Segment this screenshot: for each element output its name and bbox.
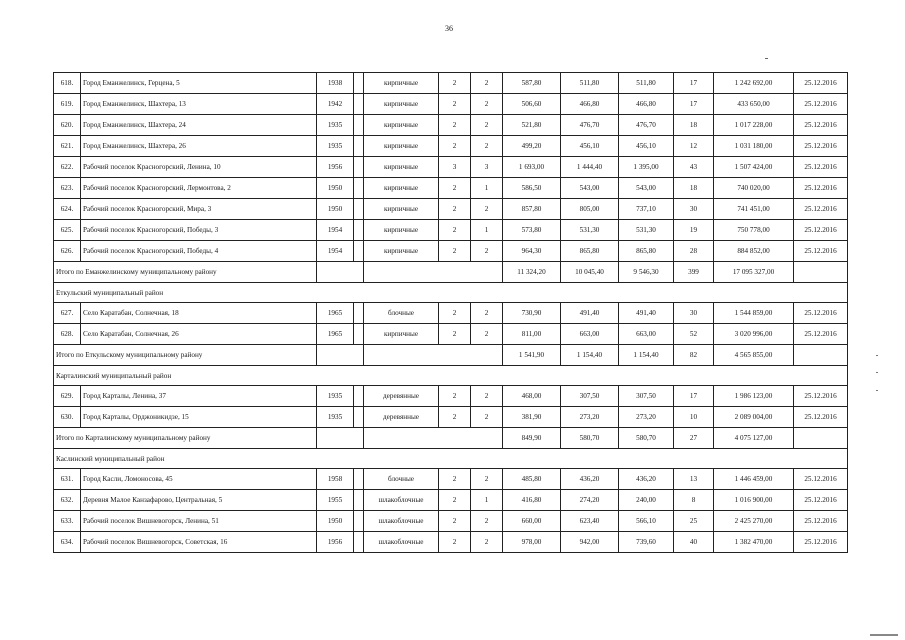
cell-area-b: 531,30: [561, 220, 619, 241]
cell-entrances: 2: [471, 511, 503, 532]
cell-address: Рабочий поселок Красногорский, Лермонтова, 2: [81, 178, 317, 199]
cell-year: 1938: [317, 73, 354, 94]
cell-material: кирпичные: [364, 94, 439, 115]
cell-entrances: 2: [471, 115, 503, 136]
cell-entrances: 2: [471, 136, 503, 157]
cell-empty: [794, 345, 848, 366]
cell-material: блочные: [364, 303, 439, 324]
cell-material: кирпичные: [364, 157, 439, 178]
table-row: [54, 199, 848, 220]
cell-empty: [317, 262, 364, 283]
cell-material: кирпичные: [364, 241, 439, 262]
cell-entrances: 2: [471, 73, 503, 94]
cell-address: Рабочий поселок Красногорский, Ленина, 10: [81, 157, 317, 178]
scan-mark: [765, 58, 768, 59]
cell-no: 621.: [54, 136, 81, 157]
cell-cost: 2 089 004,00: [714, 407, 794, 428]
cell-cost: 1 016 900,00: [714, 490, 794, 511]
cell-area-total: 1 693,00: [503, 157, 561, 178]
table-row: [54, 511, 848, 532]
cell-address: Город Еманжелинск, Шахтера, 26: [81, 136, 317, 157]
cell-no: 627.: [54, 303, 81, 324]
cell-residents: 8: [674, 490, 714, 511]
cell-address: Город Карталы, Ленина, 37: [81, 386, 317, 407]
total-label: Итого по Еманжелинскому муниципальному району: [54, 262, 317, 283]
cell-entrances: 1: [471, 490, 503, 511]
cell-address: Рабочий поселок Красногорский, Победы, 4: [81, 241, 317, 262]
cell-no: 623.: [54, 178, 81, 199]
section-row: [54, 449, 848, 469]
total-area-b: 1 154,40: [561, 345, 619, 366]
cell-area-b: 491,40: [561, 303, 619, 324]
cell-no: 618.: [54, 73, 81, 94]
cell-empty: [364, 262, 503, 283]
cell-material: кирпичные: [364, 199, 439, 220]
cell-residents: 18: [674, 115, 714, 136]
cell-residents: 28: [674, 241, 714, 262]
cell-material: деревянные: [364, 386, 439, 407]
cell-empty: [354, 199, 364, 220]
cell-cost: 1 242 692,00: [714, 73, 794, 94]
cell-year: 1935: [317, 115, 354, 136]
cell-entrances: 1: [471, 220, 503, 241]
cell-empty: [354, 241, 364, 262]
cell-year: 1942: [317, 94, 354, 115]
cell-address: Рабочий поселок Красногорский, Мира, 3: [81, 199, 317, 220]
margin-mark: [876, 390, 878, 391]
cell-area-c: 491,40: [619, 303, 674, 324]
total-area-total: 11 324,20: [503, 262, 561, 283]
cell-area-total: 587,80: [503, 73, 561, 94]
cell-material: кирпичные: [364, 324, 439, 345]
cell-date: 25.12.2016: [794, 199, 848, 220]
cell-material: шлакоблочные: [364, 532, 439, 553]
cell-residents: 19: [674, 220, 714, 241]
cell-year: 1955: [317, 490, 354, 511]
cell-area-b: 466,80: [561, 94, 619, 115]
cell-no: 620.: [54, 115, 81, 136]
cell-year: 1935: [317, 386, 354, 407]
total-cost: 4 075 127,00: [714, 428, 794, 449]
total-residents: 27: [674, 428, 714, 449]
cell-no: 630.: [54, 407, 81, 428]
cell-cost: 741 451,00: [714, 199, 794, 220]
cell-area-b: 663,00: [561, 324, 619, 345]
cell-cost: 3 020 996,00: [714, 324, 794, 345]
cell-cost: 433 650,00: [714, 94, 794, 115]
cell-cost: 1 017 228,00: [714, 115, 794, 136]
cell-area-c: 737,10: [619, 199, 674, 220]
cell-date: 25.12.2016: [794, 241, 848, 262]
cell-area-c: 240,00: [619, 490, 674, 511]
table-row: [54, 73, 848, 94]
table-body: [54, 73, 848, 553]
cell-area-b: 865,80: [561, 241, 619, 262]
cell-area-total: 978,00: [503, 532, 561, 553]
cell-address: Город Еманжелинск, Герцена, 5: [81, 73, 317, 94]
cell-area-b: 456,10: [561, 136, 619, 157]
cell-area-total: 811,00: [503, 324, 561, 345]
cell-area-b: 436,20: [561, 469, 619, 490]
cell-empty: [354, 220, 364, 241]
cell-cost: 2 425 270,00: [714, 511, 794, 532]
cell-address: Рабочий поселок Красногорский, Победы, 3: [81, 220, 317, 241]
cell-residents: 30: [674, 199, 714, 220]
cell-cost: 740 020,00: [714, 178, 794, 199]
cell-floors: 2: [439, 511, 471, 532]
cell-material: кирпичные: [364, 136, 439, 157]
cell-address: Село Каратабан, Солнечная, 26: [81, 324, 317, 345]
cell-area-c: 663,00: [619, 324, 674, 345]
table-row: [54, 115, 848, 136]
cell-floors: 2: [439, 532, 471, 553]
cell-empty: [354, 511, 364, 532]
cell-no: 628.: [54, 324, 81, 345]
cell-date: 25.12.2016: [794, 94, 848, 115]
cell-empty: [354, 115, 364, 136]
cell-area-b: 307,50: [561, 386, 619, 407]
table-row: [54, 386, 848, 407]
total-cost: 4 565 855,00: [714, 345, 794, 366]
section-label: Карталинский муниципальный район: [54, 366, 848, 386]
cell-area-total: 506,60: [503, 94, 561, 115]
cell-entrances: 1: [471, 178, 503, 199]
table-row: [54, 490, 848, 511]
table-row: [54, 532, 848, 553]
cell-floors: 2: [439, 199, 471, 220]
cell-cost: 884 852,00: [714, 241, 794, 262]
cell-cost: 1 544 859,00: [714, 303, 794, 324]
total-area-b: 580,70: [561, 428, 619, 449]
cell-entrances: 2: [471, 386, 503, 407]
cell-empty: [354, 490, 364, 511]
cell-address: Город Касли, Ломоносова, 45: [81, 469, 317, 490]
cell-cost: 750 778,00: [714, 220, 794, 241]
cell-address: Деревня Малое Канзафарово, Центральная, 5: [81, 490, 317, 511]
cell-floors: 2: [439, 303, 471, 324]
cell-no: 625.: [54, 220, 81, 241]
cell-no: 632.: [54, 490, 81, 511]
cell-area-b: 273,20: [561, 407, 619, 428]
cell-entrances: 2: [471, 94, 503, 115]
cell-empty: [354, 178, 364, 199]
cell-empty: [354, 407, 364, 428]
cell-area-b: 1 444,40: [561, 157, 619, 178]
cell-area-c: 739,60: [619, 532, 674, 553]
cell-no: 629.: [54, 386, 81, 407]
table-row: [54, 94, 848, 115]
cell-residents: 17: [674, 386, 714, 407]
cell-empty: [354, 157, 364, 178]
total-label: Итого по Карталинскому муниципальному району: [54, 428, 317, 449]
table-row: [54, 157, 848, 178]
cell-cost: 1 986 123,00: [714, 386, 794, 407]
cell-area-c: 456,10: [619, 136, 674, 157]
page-number: 36: [445, 24, 453, 33]
cell-date: 25.12.2016: [794, 157, 848, 178]
cell-residents: 43: [674, 157, 714, 178]
cell-year: 1950: [317, 199, 354, 220]
cell-area-b: 805,00: [561, 199, 619, 220]
margin-mark: [876, 355, 878, 356]
cell-entrances: 2: [471, 324, 503, 345]
cell-address: Село Каратабан, Солнечная, 18: [81, 303, 317, 324]
cell-empty: [364, 428, 503, 449]
cell-floors: 2: [439, 220, 471, 241]
scan-mark: [870, 634, 898, 636]
cell-floors: 2: [439, 94, 471, 115]
cell-no: 631.: [54, 469, 81, 490]
cell-entrances: 2: [471, 469, 503, 490]
cell-area-c: 511,80: [619, 73, 674, 94]
total-cost: 17 095 327,00: [714, 262, 794, 283]
cell-material: кирпичные: [364, 178, 439, 199]
cell-empty: [794, 428, 848, 449]
cell-year: 1935: [317, 136, 354, 157]
cell-date: 25.12.2016: [794, 115, 848, 136]
cell-area-c: 531,30: [619, 220, 674, 241]
cell-material: блочные: [364, 469, 439, 490]
cell-floors: 2: [439, 324, 471, 345]
cell-no: 622.: [54, 157, 81, 178]
cell-residents: 40: [674, 532, 714, 553]
total-area-c: 1 154,40: [619, 345, 674, 366]
cell-date: 25.12.2016: [794, 511, 848, 532]
cell-address: Город Еманжелинск, Шахтера, 24: [81, 115, 317, 136]
cell-material: деревянные: [364, 407, 439, 428]
cell-date: 25.12.2016: [794, 532, 848, 553]
section-row: [54, 283, 848, 303]
cell-area-c: 566,10: [619, 511, 674, 532]
cell-date: 25.12.2016: [794, 324, 848, 345]
cell-area-c: 273,20: [619, 407, 674, 428]
cell-year: 1958: [317, 469, 354, 490]
cell-address: Город Еманжелинск, Шахтера, 13: [81, 94, 317, 115]
cell-residents: 17: [674, 94, 714, 115]
cell-address: Рабочий поселок Вишневогорск, Советская, 16: [81, 532, 317, 553]
table-row: [54, 136, 848, 157]
cell-year: 1954: [317, 241, 354, 262]
housing-register-table: [53, 72, 848, 553]
cell-entrances: 2: [471, 532, 503, 553]
cell-empty: [354, 324, 364, 345]
cell-year: 1965: [317, 324, 354, 345]
cell-material: кирпичные: [364, 115, 439, 136]
cell-date: 25.12.2016: [794, 407, 848, 428]
cell-year: 1956: [317, 532, 354, 553]
cell-address: Город Карталы, Орджоникидзе, 15: [81, 407, 317, 428]
cell-area-b: 623,40: [561, 511, 619, 532]
cell-area-c: 543,00: [619, 178, 674, 199]
total-residents: 399: [674, 262, 714, 283]
cell-empty: [317, 345, 364, 366]
cell-area-total: 485,80: [503, 469, 561, 490]
cell-cost: 1 446 459,00: [714, 469, 794, 490]
cell-area-total: 573,80: [503, 220, 561, 241]
total-label: Итого по Еткульскому муниципальному району: [54, 345, 317, 366]
cell-date: 25.12.2016: [794, 490, 848, 511]
total-row: [54, 428, 848, 449]
cell-material: шлакоблочные: [364, 511, 439, 532]
cell-area-b: 543,00: [561, 178, 619, 199]
total-row: [54, 345, 848, 366]
cell-empty: [317, 428, 364, 449]
cell-empty: [354, 469, 364, 490]
total-area-c: 580,70: [619, 428, 674, 449]
cell-empty: [354, 136, 364, 157]
cell-area-total: 730,90: [503, 303, 561, 324]
cell-date: 25.12.2016: [794, 220, 848, 241]
cell-floors: 2: [439, 469, 471, 490]
cell-year: 1965: [317, 303, 354, 324]
cell-no: 626.: [54, 241, 81, 262]
cell-area-c: 466,80: [619, 94, 674, 115]
cell-empty: [354, 73, 364, 94]
cell-entrances: 2: [471, 199, 503, 220]
cell-area-b: 942,00: [561, 532, 619, 553]
cell-residents: 52: [674, 324, 714, 345]
cell-year: 1954: [317, 220, 354, 241]
cell-empty: [364, 345, 503, 366]
cell-material: кирпичные: [364, 220, 439, 241]
cell-year: 1935: [317, 407, 354, 428]
margin-mark: [876, 372, 878, 373]
cell-material: кирпичные: [364, 73, 439, 94]
cell-area-total: 857,80: [503, 199, 561, 220]
cell-date: 25.12.2016: [794, 469, 848, 490]
cell-address: Рабочий поселок Вишневогорск, Ленина, 51: [81, 511, 317, 532]
cell-empty: [354, 386, 364, 407]
cell-date: 25.12.2016: [794, 136, 848, 157]
cell-floors: 3: [439, 157, 471, 178]
cell-residents: 17: [674, 73, 714, 94]
cell-area-total: 499,20: [503, 136, 561, 157]
cell-no: 619.: [54, 94, 81, 115]
cell-date: 25.12.2016: [794, 178, 848, 199]
cell-area-c: 436,20: [619, 469, 674, 490]
cell-material: шлакоблочные: [364, 490, 439, 511]
cell-floors: 2: [439, 115, 471, 136]
cell-area-total: 416,80: [503, 490, 561, 511]
cell-floors: 2: [439, 136, 471, 157]
cell-area-total: 468,00: [503, 386, 561, 407]
cell-residents: 30: [674, 303, 714, 324]
total-area-total: 849,90: [503, 428, 561, 449]
cell-residents: 10: [674, 407, 714, 428]
cell-area-c: 476,70: [619, 115, 674, 136]
cell-floors: 2: [439, 73, 471, 94]
table-row: [54, 407, 848, 428]
cell-area-total: 660,00: [503, 511, 561, 532]
cell-date: 25.12.2016: [794, 386, 848, 407]
cell-residents: 12: [674, 136, 714, 157]
cell-cost: 1 382 470,00: [714, 532, 794, 553]
section-label: Еткульский муниципальный район: [54, 283, 848, 303]
cell-area-total: 521,80: [503, 115, 561, 136]
cell-no: 633.: [54, 511, 81, 532]
cell-floors: 2: [439, 407, 471, 428]
section-row: [54, 366, 848, 386]
cell-empty: [354, 94, 364, 115]
cell-empty: [354, 532, 364, 553]
cell-entrances: 3: [471, 157, 503, 178]
cell-area-b: 476,70: [561, 115, 619, 136]
total-residents: 82: [674, 345, 714, 366]
cell-area-total: 381,90: [503, 407, 561, 428]
table-row: [54, 220, 848, 241]
cell-cost: 1 031 180,00: [714, 136, 794, 157]
cell-cost: 1 507 424,00: [714, 157, 794, 178]
total-row: [54, 262, 848, 283]
cell-entrances: 2: [471, 241, 503, 262]
total-area-b: 10 045,40: [561, 262, 619, 283]
table-row: [54, 303, 848, 324]
cell-date: 25.12.2016: [794, 73, 848, 94]
cell-floors: 2: [439, 386, 471, 407]
cell-area-c: 1 395,00: [619, 157, 674, 178]
cell-empty: [354, 303, 364, 324]
cell-area-total: 964,30: [503, 241, 561, 262]
cell-residents: 25: [674, 511, 714, 532]
cell-no: 624.: [54, 199, 81, 220]
cell-area-c: 865,80: [619, 241, 674, 262]
cell-no: 634.: [54, 532, 81, 553]
section-label: Каслинский муниципальный район: [54, 449, 848, 469]
table-row: [54, 324, 848, 345]
table-row: [54, 469, 848, 490]
cell-area-total: 586,50: [503, 178, 561, 199]
cell-entrances: 2: [471, 303, 503, 324]
cell-floors: 2: [439, 241, 471, 262]
total-area-total: 1 541,90: [503, 345, 561, 366]
cell-year: 1950: [317, 178, 354, 199]
cell-entrances: 2: [471, 407, 503, 428]
cell-floors: 2: [439, 178, 471, 199]
cell-date: 25.12.2016: [794, 303, 848, 324]
table-row: [54, 178, 848, 199]
cell-year: 1950: [317, 511, 354, 532]
cell-area-b: 511,80: [561, 73, 619, 94]
cell-residents: 18: [674, 178, 714, 199]
cell-year: 1956: [317, 157, 354, 178]
cell-residents: 13: [674, 469, 714, 490]
cell-area-b: 274,20: [561, 490, 619, 511]
cell-floors: 2: [439, 490, 471, 511]
table-row: [54, 241, 848, 262]
cell-empty: [794, 262, 848, 283]
cell-area-c: 307,50: [619, 386, 674, 407]
total-area-c: 9 546,30: [619, 262, 674, 283]
